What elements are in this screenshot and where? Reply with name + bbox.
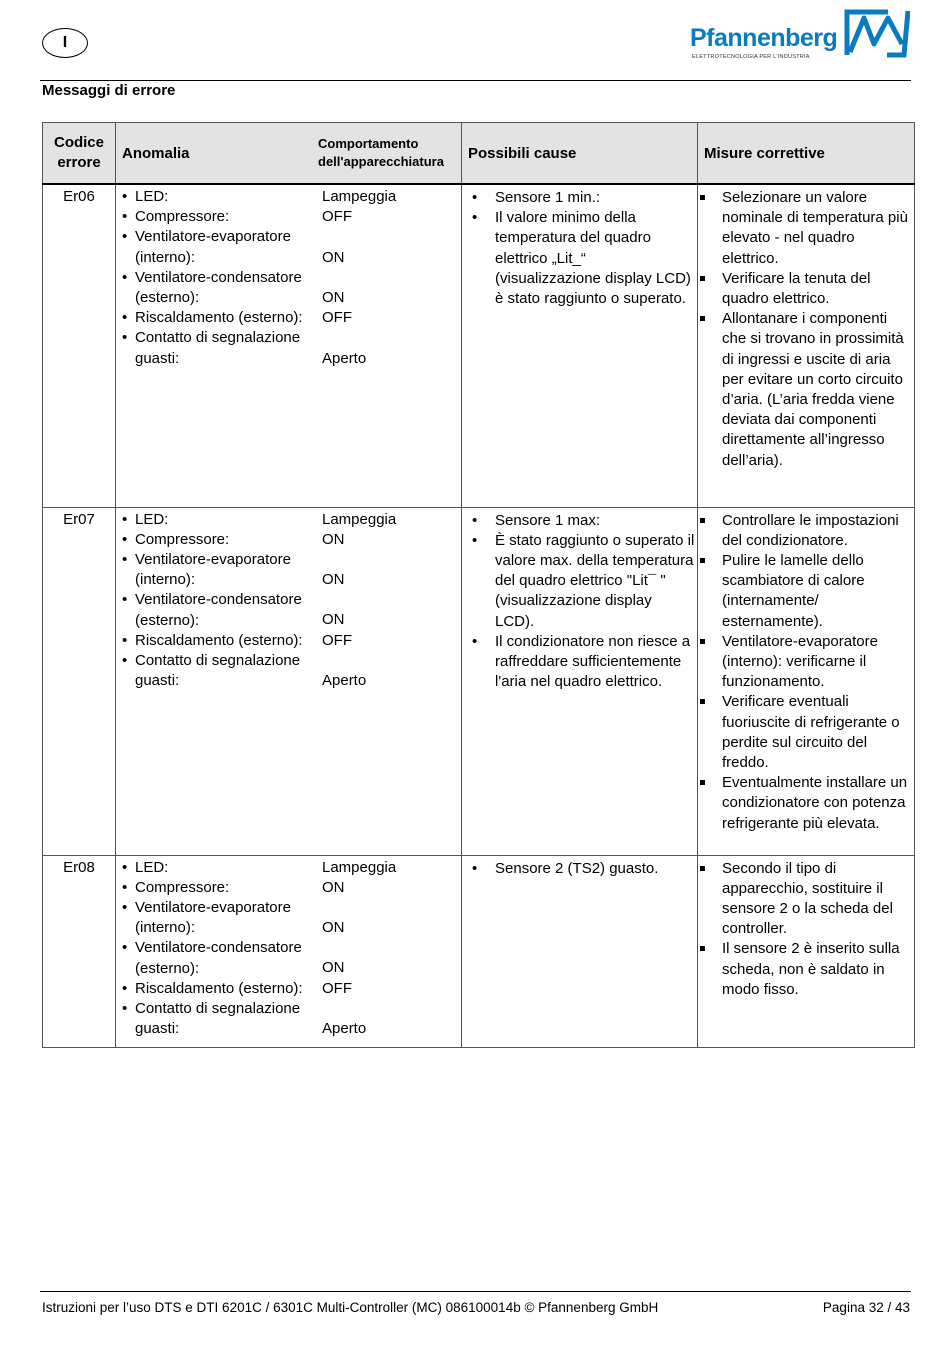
symptom-label: guasti: <box>135 672 180 690</box>
cause-item: • Sensore 1 max: <box>462 511 697 531</box>
header-divider <box>40 80 911 81</box>
header-anomaly-label: Anomalia <box>122 144 190 162</box>
symptom-item: • Ventilatore-evaporatore (interno): <box>122 228 291 266</box>
header-code: Codice errore <box>43 123 116 185</box>
section-title: Messaggi di errore <box>42 82 176 99</box>
symptom-item: • LED: <box>122 187 322 207</box>
symptom-label: Ventilatore-condensatore <box>135 939 302 957</box>
footer-document-info: Istruzioni per l’uso DTS e DTI 6201C / 6301C Multi-Controller (MC) 086100014b © Pfannenberg GmbH <box>42 1300 659 1315</box>
anomaly-cell <box>116 184 462 507</box>
cause-item: • Sensore 1 min.: <box>462 188 697 208</box>
cause-item: • È stato raggiunto o superato il valore max. della temperatura del quadro elettrico "Lit¯ " (visualizzazione display LCD). <box>462 531 697 632</box>
measure-item: Il sensore 2 è inserito sulla scheda, non è saldato in modo fisso. <box>698 939 914 1000</box>
header-behavior-label: Comportamento dell'apparecchiatura <box>318 136 444 169</box>
language-badge: I <box>42 28 88 58</box>
measure-item: Verificare eventuali fuoriuscite di refrigerante o perdite sul circuito del freddo. <box>698 692 914 773</box>
pfannenberg-logo <box>690 8 912 64</box>
symptom-item: • Ventilatore-evaporatore (interno): <box>122 550 291 589</box>
symptom-label: Contatto di segnalazione <box>135 651 301 669</box>
behavior-value: ON <box>322 571 345 589</box>
symptom-label: (esterno): <box>135 611 200 629</box>
behavior-value: ON <box>322 530 345 548</box>
behavior-value: OFF <box>322 208 352 226</box>
symptom-item: • Compressore: <box>122 878 322 898</box>
measure-item: Verificare la tenuta del quadro elettrico. <box>698 269 914 309</box>
header-anomaly <box>116 123 462 185</box>
symptom-label: Compressore: <box>135 208 230 226</box>
measure-item: Secondo il tipo di apparecchio, sostituire il sensore 2 o la scheda del controller. <box>698 859 914 940</box>
measures-cell <box>698 184 915 507</box>
symptom-label: Ventilatore-condensatore <box>135 268 302 286</box>
table-row <box>43 855 915 1047</box>
symptom-label: Ventilatore-evaporatore <box>135 898 291 916</box>
measure-item: Controllare le impostazioni del condizionatore. <box>698 511 914 551</box>
symptom-item: • Riscaldamento (esterno): <box>122 308 322 328</box>
symptom-label: guasti: <box>135 349 180 367</box>
symptom-label: LED: <box>135 510 169 528</box>
behavior-value: ON <box>322 248 345 266</box>
symptom-label: (interno): <box>135 248 196 266</box>
symptom-item: • Contatto di segnalazione guasti: <box>122 999 301 1038</box>
table-row <box>43 507 915 855</box>
behavior-value: Aperto <box>322 672 367 689</box>
symptom-item: • Ventilatore-condensatore (esterno): <box>122 591 302 629</box>
behavior-value: Aperto <box>322 349 367 367</box>
symptom-item: • Riscaldamento (esterno): <box>122 631 322 651</box>
error-code: Er08 <box>43 855 116 1047</box>
symptom-label: Ventilatore-condensatore <box>135 591 302 609</box>
behavior-value: Lampeggia <box>322 858 397 876</box>
measure-item: Selezionare un valore nominale di temperatura più elevato - nel quadro elettrico. <box>698 188 914 269</box>
page-number: Pagina 32 / 43 <box>822 1300 910 1315</box>
symptom-label: Contatto di segnalazione <box>135 329 301 347</box>
symptom-label: (interno): <box>135 919 196 937</box>
measure-item: Ventilatore-evaporatore (interno): verificarne il funzionamento. <box>698 632 914 693</box>
measures-cell <box>698 855 915 1047</box>
measures-cell <box>698 507 915 855</box>
behavior-value: ON <box>322 878 345 896</box>
behavior-value: ON <box>322 959 345 977</box>
symptom-label: Compressore: <box>135 878 230 896</box>
header-causes: Possibili cause <box>462 123 698 185</box>
error-code: Er06 <box>43 184 116 507</box>
symptom-item: • Ventilatore-condensatore (esterno): <box>122 268 302 307</box>
symptom-item: • Contatto di segnalazione guasti: <box>122 329 301 367</box>
measure-item: Pulire le lamelle dello scambiatore di calore (internamente/ esternamente). <box>698 551 914 632</box>
symptom-label: Riscaldamento (esterno): <box>135 631 303 649</box>
logo-tagline: ELETTROTECNOLOGIA PER L'INDUSTRIA <box>692 54 810 60</box>
cause-item: • Il valore minimo della temperatura del quadro elettrico „Lit_“ (visualizzazione display LCD) è stato raggiunto o superato. <box>462 208 697 309</box>
cause-item: • Il condizionatore non riesce a raffreddare sufficientemente l'aria nel quadro elettrico. <box>462 632 697 693</box>
symptom-label: LED: <box>135 858 169 876</box>
header-measures: Misure correttive <box>698 123 915 185</box>
symptom-item: • LED: <box>122 858 322 878</box>
symptom-label: Compressore: <box>135 530 230 548</box>
symptom-item: • Ventilatore-condensatore (esterno): <box>122 939 302 977</box>
symptom-item: • Ventilatore-evaporatore (interno): <box>122 898 291 937</box>
symptom-label: Contatto di segnalazione <box>135 999 301 1017</box>
error-messages-table <box>42 122 915 1048</box>
causes-cell <box>462 184 698 507</box>
symptom-label: LED: <box>135 188 169 205</box>
symptom-label: (esterno): <box>135 289 200 307</box>
symptom-item: • Contatto di segnalazione guasti: <box>122 651 301 690</box>
behavior-value: ON <box>322 611 345 629</box>
error-code: Er07 <box>43 507 116 855</box>
symptom-label: Riscaldamento (esterno): <box>135 979 303 997</box>
behavior-value: ON <box>322 919 345 937</box>
behavior-value: OFF <box>322 631 352 649</box>
measure-item: Eventualmente installare un condizionatore con potenza refrigerante più elevata. <box>698 773 914 834</box>
symptom-label: Ventilatore-evaporatore <box>135 228 291 246</box>
logo-name: Pfannenberg <box>690 24 838 52</box>
logo-mark-icon <box>842 8 910 58</box>
behavior-value: Aperto <box>322 1020 367 1037</box>
symptom-item: • Compressore: <box>122 530 322 550</box>
footer-divider <box>40 1291 911 1292</box>
behavior-value: OFF <box>322 309 352 327</box>
behavior-value: Lampeggia <box>322 188 397 205</box>
symptom-item: • Riscaldamento (esterno): <box>122 979 322 999</box>
table-header-row <box>43 123 915 185</box>
causes-cell <box>462 507 698 855</box>
table-row <box>43 184 915 507</box>
symptom-label: Ventilatore-evaporatore <box>135 550 291 568</box>
anomaly-cell <box>116 855 462 1047</box>
behavior-value: OFF <box>322 979 352 997</box>
symptom-label: (esterno): <box>135 959 200 977</box>
anomaly-cell <box>116 507 462 855</box>
behavior-value: Lampeggia <box>322 510 397 528</box>
behavior-value: ON <box>322 288 345 306</box>
symptom-label: Riscaldamento (esterno): <box>135 309 303 327</box>
cause-item: • Sensore 2 (TS2) guasto. <box>462 859 697 879</box>
symptom-label: guasti: <box>135 1020 180 1038</box>
measure-item: Allontanare i componenti che si trovano in prossimità di ingressi e uscite di aria per evitare un corto circuito d’aria. (L’aria fredda viene deviata dai componenti direttamente all’ingresso dell’aria). <box>698 309 914 471</box>
symptom-item: • Compressore: <box>122 207 322 227</box>
causes-cell <box>462 855 698 1047</box>
symptom-label: (interno): <box>135 571 196 589</box>
symptom-item: • LED: <box>122 510 322 530</box>
